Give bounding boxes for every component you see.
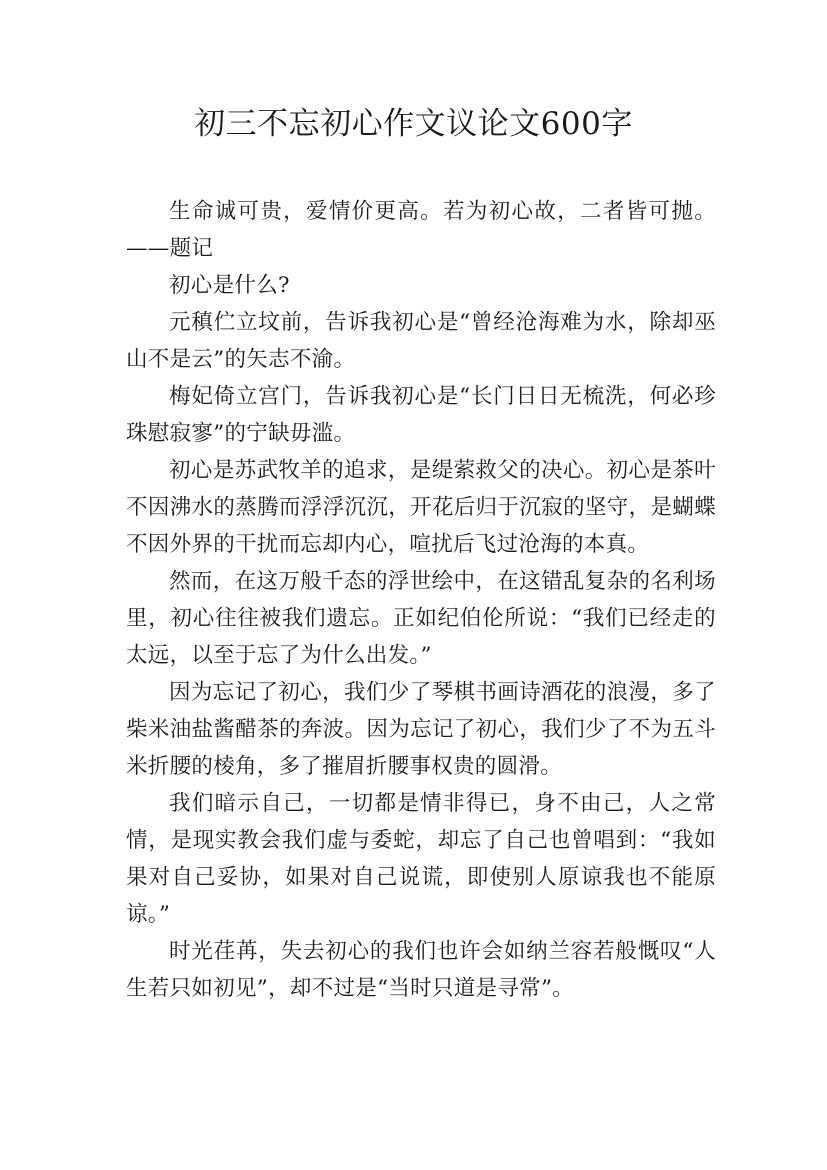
document-title: 初三不忘初心作文议论文600字 [194,106,633,142]
document-body [126,193,716,1007]
paragraph-yuan-zhen: 元稹伫立坟前，告诉我初心是“曾经沧海难为水，除却巫山不是云”的矢志不渝。 [126,310,716,372]
paragraph-mei-fei: 梅妃倚立宫门，告诉我初心是“长门日日无梳洗，何必珍珠慰寂寥”的宁缺毋滥。 [126,384,716,446]
paragraph-consequences: 因为忘记了初心，我们少了琴棋书画诗酒花的浪漫，多了柴米油盐酱醋茶的奔波。因为忘记了初心，我们少了不为五斗米折腰的棱角，多了摧眉折腰事权贵的圆滑。 [126,680,716,779]
paragraph-forgetting: 然而，在这万般千态的浮世绘中，在这错乱复杂的名利场里，初心往往被我们遗忘。正如纪伯伦所说：“我们已经走的太远，以至于忘了为什么出发。” [126,569,716,668]
paragraph-question: 初心是什么? [169,273,290,298]
paragraph-epigraph: 生命诚可贵，爱情价更高。若为初心故，二者皆可抛。——题记 [126,199,716,261]
paragraph-definition: 初心是苏武牧羊的追求，是缇萦救父的决心。初心是茶叶不因沸水的蒸腾而浮浮沉沉，开花后归于沉寂的坚守，是蝴蝶不因外界的干扰而忘却内心，喧扰后飞过沧海的本真。 [126,458,716,557]
paragraph-excuses: 我们暗示自己，一切都是情非得已，身不由己，人之常情，是现实教会我们虚与委蛇，却忘了自己也曾唱到：“我如果对自己妥协，如果对自己说谎，即使别人原谅我也不能原谅。” [126,791,716,927]
paragraph-time: 时光荏苒，失去初心的我们也许会如纳兰容若般慨叹“人生若只如初见”，却不过是“当时只道是寻常”。 [126,939,716,1001]
